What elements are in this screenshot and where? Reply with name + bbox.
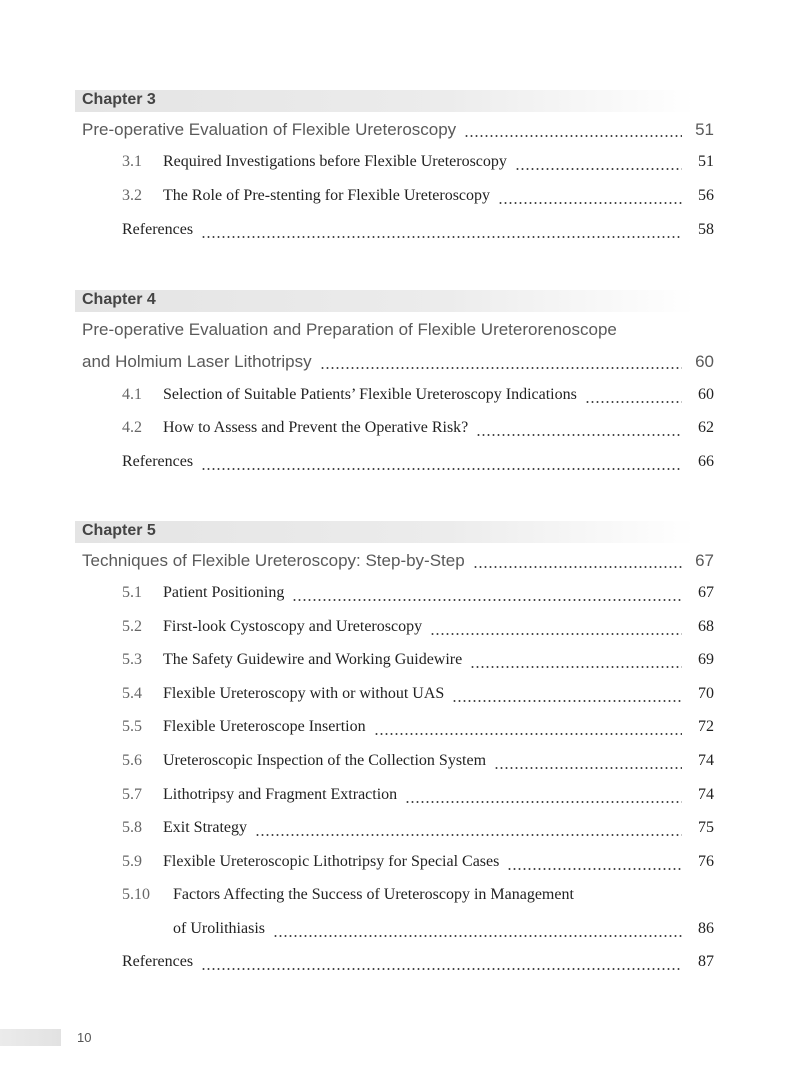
dot-leader — [201, 467, 682, 471]
dot-leader — [473, 565, 682, 569]
entry-page: 66 — [698, 453, 714, 470]
entry-title: Techniques of Flexible Ureteroscopy: Step-by-Step — [82, 551, 465, 570]
dot-leader — [507, 867, 682, 871]
entry-number: 4.2 — [122, 419, 142, 436]
references-entry[interactable] — [122, 953, 714, 977]
entry-title: How to Assess and Prevent the Operative Risk? — [163, 419, 469, 436]
entry-title: References — [122, 953, 194, 970]
chapter-heading-band — [75, 90, 695, 112]
toc-entry-continued[interactable] — [173, 920, 714, 944]
chapter-title[interactable] — [82, 551, 714, 575]
toc-entry[interactable] — [122, 853, 714, 877]
entry-page: 60 — [698, 386, 714, 403]
dot-leader — [320, 366, 682, 370]
entry-number: 3.2 — [122, 187, 142, 204]
entry-page: 86 — [698, 920, 714, 937]
dot-leader — [292, 598, 682, 602]
entry-number: 5.9 — [122, 853, 142, 870]
toc-entry[interactable] — [122, 618, 714, 642]
toc-entry[interactable] — [122, 685, 714, 709]
entry-title: Flexible Ureteroscopic Lithotripsy for Special Cases — [163, 853, 500, 870]
entry-number: 5.3 — [122, 651, 142, 668]
entry-number: 4.1 — [122, 386, 142, 403]
dot-leader — [494, 766, 682, 770]
entry-page: 67 — [698, 584, 714, 601]
toc-entry[interactable] — [122, 752, 714, 776]
toc-entry[interactable] — [122, 386, 714, 410]
entry-title: The Role of Pre-stenting for Flexible Ureteroscopy — [163, 187, 491, 204]
entry-page: 72 — [698, 718, 714, 735]
toc-entry[interactable] — [122, 187, 714, 211]
dot-leader — [405, 800, 682, 804]
toc-entry[interactable] — [122, 819, 714, 843]
entry-title-line1: Factors Affecting the Success of Ureteroscopy in Management — [173, 886, 574, 903]
chapter-heading-band — [75, 290, 695, 312]
entry-title: The Safety Guidewire and Working Guidewire — [163, 651, 463, 668]
entry-page: 51 — [698, 153, 714, 170]
dot-leader — [201, 967, 682, 971]
dot-leader — [498, 201, 682, 205]
dot-leader — [255, 833, 682, 837]
toc-entry[interactable] — [122, 584, 714, 608]
toc-entry[interactable] — [122, 419, 714, 443]
dot-leader — [515, 167, 682, 171]
chapter-heading-band — [75, 521, 695, 543]
toc-entry[interactable] — [122, 153, 714, 177]
entry-title: Required Investigations before Flexible Ureteroscopy — [163, 153, 507, 170]
entry-title: and Holmium Laser Lithotripsy — [82, 352, 312, 371]
entry-title: Patient Positioning — [163, 584, 285, 601]
entry-title: of Urolithiasis — [173, 920, 265, 937]
toc-entry[interactable] — [122, 786, 714, 810]
entry-title: First-look Cystoscopy and Ureteroscopy — [163, 618, 423, 635]
entry-title: References — [122, 453, 194, 470]
entry-title: Ureteroscopic Inspection of the Collection System — [163, 752, 487, 769]
entry-title: References — [122, 221, 194, 238]
entry-page: 68 — [698, 618, 714, 635]
entry-page: 51 — [695, 120, 714, 139]
toc-entry[interactable] — [122, 651, 714, 675]
entry-page: 75 — [698, 819, 714, 836]
chapter-heading: Chapter 4 — [82, 291, 156, 308]
entry-number: 5.8 — [122, 819, 142, 836]
dot-leader — [374, 732, 682, 736]
entry-page: 60 — [695, 352, 714, 371]
entry-page: 70 — [698, 685, 714, 702]
dot-leader — [464, 134, 682, 138]
entry-page: 58 — [698, 221, 714, 238]
entry-number: 5.6 — [122, 752, 142, 769]
chapter-title-line1: Pre-operative Evaluation and Preparation of Flexible Ureterorenoscope — [82, 320, 617, 339]
entry-title: Flexible Ureteroscopy with or without UAS — [163, 685, 445, 702]
entry-title: Flexible Ureteroscope Insertion — [163, 718, 366, 735]
entry-number: 5.1 — [122, 584, 142, 601]
entry-number: 5.2 — [122, 618, 142, 635]
chapter-heading: Chapter 5 — [82, 522, 156, 539]
entry-title: Exit Strategy — [163, 819, 247, 836]
entry-page: 62 — [698, 419, 714, 436]
entry-title: Lithotripsy and Fragment Extraction — [163, 786, 398, 803]
toc-entry[interactable] — [122, 718, 714, 742]
dot-leader — [273, 934, 682, 938]
page-number: 10 — [77, 1030, 92, 1045]
entry-page: 76 — [698, 853, 714, 870]
chapter-title[interactable] — [82, 352, 714, 376]
entry-number: 5.10 — [122, 886, 150, 903]
entry-page: 56 — [698, 187, 714, 204]
entry-title: Selection of Suitable Patients’ Flexible Ureteroscopy Indications — [163, 386, 577, 403]
entry-page: 87 — [698, 953, 714, 970]
entry-page: 74 — [698, 786, 714, 803]
references-entry[interactable] — [122, 453, 714, 477]
entry-number: 5.7 — [122, 786, 142, 803]
entry-number: 5.5 — [122, 718, 142, 735]
entry-title: Pre-operative Evaluation of Flexible Ureteroscopy — [82, 120, 457, 139]
footer-bar — [0, 1029, 61, 1046]
entry-page: 74 — [698, 752, 714, 769]
dot-leader — [470, 665, 682, 669]
entry-number: 5.4 — [122, 685, 142, 702]
entry-page: 67 — [695, 551, 714, 570]
chapter-heading: Chapter 3 — [82, 91, 156, 108]
references-entry[interactable] — [122, 221, 714, 245]
dot-leader — [201, 235, 682, 239]
toc-entry — [122, 886, 714, 910]
dot-leader — [452, 699, 682, 703]
entry-number: 3.1 — [122, 153, 142, 170]
dot-leader — [585, 400, 682, 404]
chapter-title[interactable] — [82, 120, 714, 144]
dot-leader — [430, 632, 682, 636]
dot-leader — [476, 433, 682, 437]
entry-page: 69 — [698, 651, 714, 668]
